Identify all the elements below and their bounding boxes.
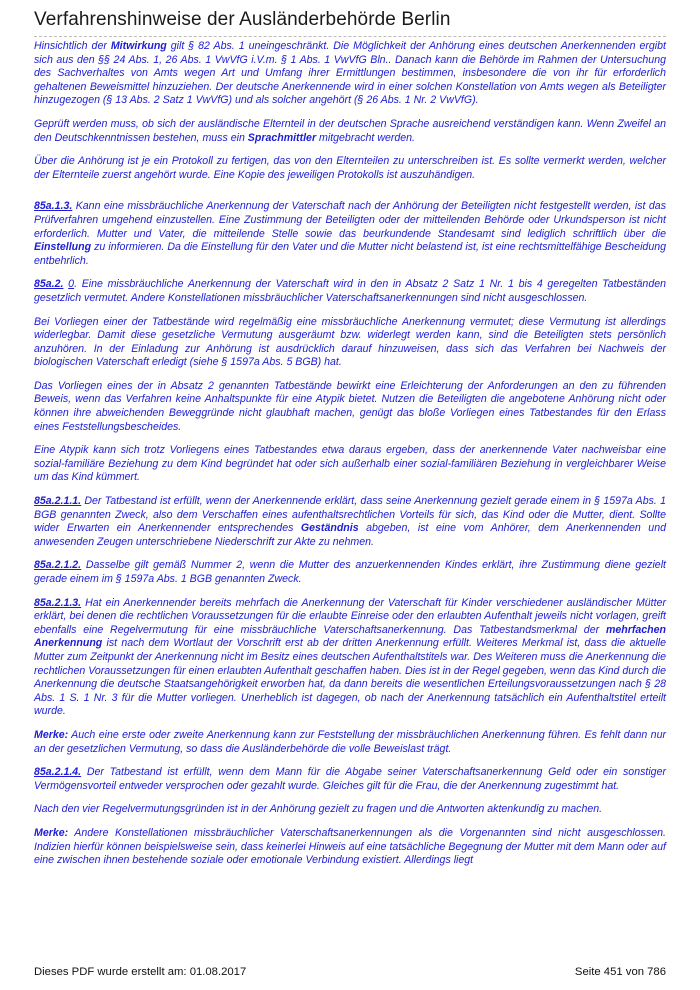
paragraph bbox=[34, 766, 666, 793]
bold-emphasis: mehrfachen Anerkennung bbox=[34, 623, 666, 650]
paragraph bbox=[34, 155, 666, 182]
bold-emphasis: Geständnis bbox=[300, 522, 359, 535]
bold-emphasis: Merke: bbox=[34, 728, 69, 741]
text-run: Eine Atypik kann sich trotz Vorliegens eines Tatbestandes etwa daraus ergeben, dass der anerkennende Vater nachweisbar eine sozial-familiäre Beziehung zu dem Kind begründet hat oder sich außerhalb einer sozial-familiären Beziehung in vergleichbarer Weise um das Kind kümmert. bbox=[34, 444, 666, 484]
paragraph bbox=[34, 118, 666, 145]
paragraph bbox=[34, 200, 666, 268]
text-run: zu informieren. Da die Einstellung für den Vater und die Mutter nicht belastend ist, ist eine rechtsmittelfähige Bescheidung entbehrlich. bbox=[34, 241, 666, 267]
text-run: Hat ein Anerkennender bereits mehrfach die Anerkennung der Vaterschaft für Kinder verschiedener ausländischer Mütter erklärt, bei denen die rechtlichen Voraussetzungen für die erlaubte Einreise oder den erlaubten Aufenthalt jeweils nicht vorlagen, greift ebenfalls eine Regelvermutung für eine missbräuchliche Vaterschaftsanerkennung. Das Tatbestandsmerkmal der bbox=[34, 596, 666, 636]
bold-emphasis: Mitwirkung bbox=[110, 40, 167, 52]
text-run: Bei Vorliegen einer der Tatbestände wird regelmäßig eine missbräuchliche Anerkennung vermutet; diese Vermutung ist allerdings widerlegbar. Damit diese gesetzliche Vermutung ausgeräumt bzw. widerlegt werden kann, sind die Beteiligten stets persönlich anzuhören. In der Einladung zur Anhörung ist ausdrücklich darauf hinzuweisen, dass sich das Verfahren bei Nachweis der biologischen Vaterschaft erledigt (siehe § 1597a Abs. 5 BGB) hat. bbox=[34, 315, 666, 369]
section-reference-link[interactable]: 85a.2.1.4. bbox=[34, 766, 82, 779]
paragraph bbox=[34, 729, 666, 756]
text-run: Nach den vier Regelvermutungsgründen ist in der Anhörung gezielt zu fragen und die Antworten aktenkundig zu machen. bbox=[34, 803, 603, 816]
paragraph bbox=[34, 597, 666, 719]
text-run: Über die Anhörung ist je ein Protokoll zu fertigen, das von den Elternteilen zu unterschreiben ist. Es sollte vermerkt werden, welcher der Elternteile zuerst angehört wurde. Eine Kopie des jeweiligen Protokolls ist auszuhändigen. bbox=[34, 155, 666, 181]
text-run: Das Vorliegen eines der in Absatz 2 genannten Tatbestände bewirkt eine Erleichterung der Anforderungen an den zu führenden Beweis, wenn das Verfahren keine Anhaltspunkte für eine Atypik bietet. Nutzen die Beteiligten die angebotene Anhörung nicht oder können ihre abweichenden Beweggründe nicht glaubhaft machen, genügt das bloße Vorliegen eines Tatbestandes für den Erlass eines Feststellungsbescheides. bbox=[34, 379, 666, 433]
bold-emphasis: Einstellung bbox=[34, 241, 92, 254]
footer-creation-date: Dieses PDF wurde erstellt am: 01.08.2017 bbox=[34, 966, 247, 978]
section-reference-link[interactable]: 85a.2.1.2. bbox=[34, 559, 82, 572]
text-run: Der Tatbestand ist erfüllt, wenn der Anerkennende erklärt, dass seine Anerkennung gezielt gerade einem in § 1597a Abs. 1 BGB genannten Zweck, also dem Verschaffen eines aufenthaltsrechtlichen Vorteils für sich, das Kind oder die Mutter, dient. Sollte wider Erwarten ein Anerkennender entsprechendes bbox=[34, 495, 666, 535]
text-run: Andere Konstellationen missbräuchlicher Vaterschaftsanerkennungen als die Vorgenannten sind nicht ausgeschlossen. Indizien hierfür können beispielsweise sein, dass keinerlei Hinweis auf eine tatsächliche Begegnung der Mutter mit dem Mann oder auf eine zwischen ihnen bestehende soziale oder emotionale Verbindung existiert. Allerdings liegt bbox=[34, 826, 666, 867]
text-run: abgeben, ist eine vom Anhörer, dem Anerkennenden und anwesenden Zeugen unterschriebene Niederschrift zur Akte zu nehmen. bbox=[34, 522, 666, 548]
paragraph bbox=[34, 40, 666, 108]
text-run: mitgebracht werden. bbox=[316, 131, 416, 144]
text-run: Hinsichtlich der bbox=[34, 40, 111, 52]
paragraph bbox=[34, 380, 666, 434]
paragraph bbox=[34, 495, 666, 549]
paragraph bbox=[34, 827, 666, 868]
title-divider bbox=[34, 36, 666, 37]
paragraph bbox=[34, 316, 666, 370]
text-run: Geprüft werden muss, ob sich der ausländische Elternteil in der deutschen Sprache ausreichend verständigen kann. Wenn Zweifel an den Deutschkenntnissen bestehen, muss ein bbox=[34, 117, 666, 144]
bold-emphasis: Sprachmittler bbox=[247, 131, 317, 144]
text-run: Auch eine erste oder zweite Anerkennung kann zur Feststellung der missbräuchlichen Anerkennung führen. Es fehlt dann nur an der gesetzlichen Vermutung, so dass die Ausländerbehörde die volle Beweislast trägt. bbox=[34, 728, 666, 755]
text-run: . Eine missbräuchliche Anerkennung der Vaterschaft wird in den in Absatz 2 Satz 1 Nr. 1 bis 4 geregelten Tatbeständen gesetzlich vermutet. Andere Konstellationen missbräuchlicher Vaterschaftsanerkennungen sind nicht ausgeschlossen. bbox=[34, 278, 666, 304]
section-reference-link[interactable]: 85a.2.1.1. bbox=[34, 495, 82, 508]
section-reference-link[interactable]: 85a.1.3. bbox=[34, 200, 73, 213]
text-run: Der Tatbestand ist erfüllt, wenn dem Mann für die Abgabe seiner Vaterschaftsanerkennung Geld oder ein sonstiger Vermögensvorteil entweder versprochen oder gezahlt wurde. Gleiches gilt für die Frau, die der Anerkennung zugestimmt hat. bbox=[34, 766, 666, 792]
paragraph bbox=[34, 444, 666, 485]
paragraph bbox=[34, 559, 666, 586]
bold-emphasis: Merke: bbox=[34, 826, 69, 839]
document-body bbox=[34, 40, 666, 878]
underlined-text[interactable]: 0 bbox=[68, 278, 75, 291]
text-run: Kann eine missbräuchliche Anerkennung der Vaterschaft nach der Anhörung der Beteiligten nicht festgestellt werden, ist das Prüfverfahren umgehend einzustellen. Eine Zustimmung der Beteiligten oder der mitteilenden Behörde oder Urkundsperson ist nicht erforderlich. Mutter und Vater, die mitteilende Stelle sowie das beurkundende Standesamt sind lediglich schriftlich über die bbox=[34, 200, 666, 240]
paragraph bbox=[34, 803, 666, 817]
page-title: Verfahrenshinweise der Ausländerbehörde Berlin bbox=[34, 9, 451, 30]
paragraph bbox=[34, 278, 666, 305]
text-run: ist nach dem Wortlaut der Vorschrift erst ab der dritten Anerkennung erfüllt. Weiteres Merkmal ist, dass die aktuelle Mutter zum Zeitpunkt der Anerkennung nicht im Besitz eines deutschen Aufenthaltstitels war. Des Weiteren muss die Anerkennung die rechtlichen Voraussetzungen für einen erlaubten Aufenthalt geschaffen haben. Dies ist in der Regel gegeben, wenn das Kind durch die Anerkennung die deutsche Staatsangehörigkeit erworben hat, da dann bereits die wesentlichen Erteilungsvoraussetzungen nach § 28 Abs. 1 S. 1 Nr. 3 für die Mutter vorliegen. Unerheblich ist dagegen, ob nach der Anerkennung tatsächlich ein Aufenthaltstitel erteilt wurde. bbox=[34, 637, 666, 718]
text-run: gilt § 82 Abs. 1 uneingeschränkt. Die Möglichkeit der Anhörung eines deutschen Anerkennenden ergibt sich aus den §§ 24 Abs. 1, 26 Abs. 1 VwVfG i.V.m. § 1 Abs. 1 VwVfG Bln.. Danach kann die Behörde im Rahmen der Untersuchung des Sachverhaltes von Amts wegen Art und Umfang ihrer Ermittlungen bestimmen, insbesondere die von ihr für erforderlich gehaltenen Beweismittel hinzuziehen. Der deutsche Anerkennende wird in einer solchen Konstellation von Amts wegen als Beteiligter hinzugezogen (§ 13 Abs. 2 Satz 1 VwVfG) und als solcher angehört (§ 26 Abs. 1 Nr. 2 VwVfG). bbox=[34, 40, 666, 107]
section-reference-link[interactable]: 85a.2. bbox=[34, 278, 64, 291]
section-reference-link[interactable]: 85a.2.1.3. bbox=[34, 596, 82, 609]
text-run: Dasselbe gilt gemäß Nummer 2, wenn die Mutter des anzuerkennenden Kindes erklärt, ihre Zustimmung diene gezielt gerade einem im § 1597a Abs. 1 BGB genannten Zweck. bbox=[34, 559, 666, 585]
footer-page-number: Seite 451 von 786 bbox=[574, 966, 666, 978]
